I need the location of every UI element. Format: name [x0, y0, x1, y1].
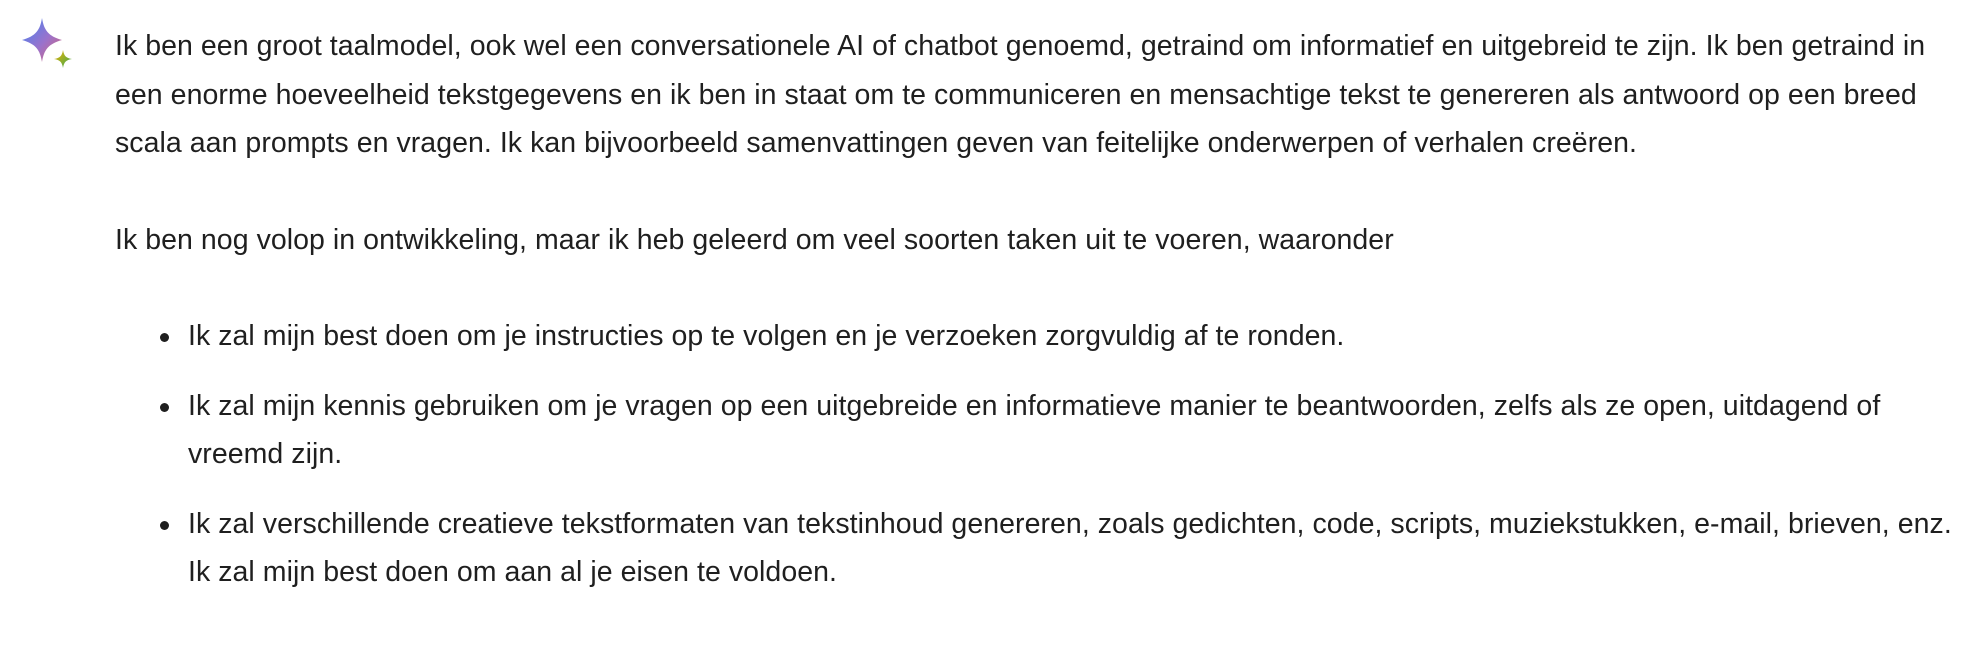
response-content [115, 22, 1955, 618]
list-item-text: Ik zal mijn best doen om je instructies op te volgen en je verzoeken zorgvuldig af te ronden. [188, 320, 1345, 352]
list-item [115, 382, 1955, 479]
list-item-text: Ik zal verschillende creatieve tekstformaten van tekstinhoud genereren, zoals gedichten, code, scripts, muziekstukken, e-mail, brieven, enz. Ik zal mijn best doen om aan al je eisen te voldoen. [188, 507, 1952, 588]
bullet-dot-icon [160, 403, 169, 412]
gemini-sparkle-icon [18, 16, 80, 78]
response-bullet-list [115, 312, 1955, 597]
bullet-dot-icon [160, 333, 169, 342]
list-item [115, 312, 1955, 361]
list-item-text: Ik zal mijn kennis gebruiken om je vragen op een uitgebreide en informatieve manier te beantwoorden, zelfs als ze open, uitdagend of vreemd zijn. [188, 389, 1881, 470]
bullet-dot-icon [160, 521, 169, 530]
list-item [115, 500, 1955, 597]
response-paragraph: Ik ben een groot taalmodel, ook wel een conversationele AI of chatbot genoemd, getraind om informatief en uitgebreid te zijn. Ik ben getraind in een enorme hoeveelheid tekstgegevens en ik ben in staat om te communiceren en mensachtige tekst te genereren als antwoord op een breed scala aan prompts en vragen. Ik kan bijvoorbeeld samenvattingen geven van feitelijke onderwerpen of verhalen creëren. [115, 30, 1926, 159]
response-paragraph: Ik ben nog volop in ontwikkeling, maar ik heb geleerd om veel soorten taken uit te voeren, waaronder [115, 223, 1394, 256]
